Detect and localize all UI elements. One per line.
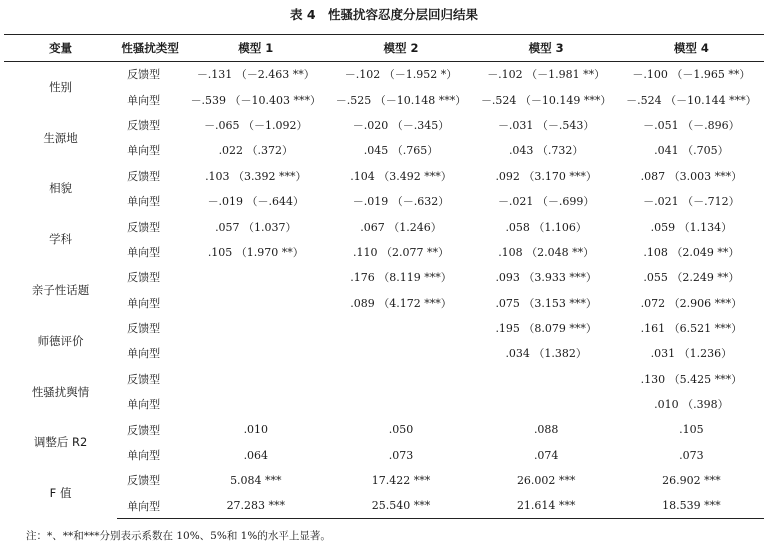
harassment-type-cell: 反馈型 [127, 68, 161, 82]
variable-name-cell: 学科 [49, 232, 73, 247]
model-1-value-cell: 27.283 *** [183, 493, 328, 518]
model-4-value-cell: －.051 （－.896） [643, 118, 740, 132]
table-row [4, 163, 764, 188]
harassment-type-cell: 单向型 [117, 493, 183, 518]
model-4-value-cell: －.524 （－10.144 ***） [626, 93, 757, 107]
model-2-value-cell: －.019 （－.632） [352, 195, 450, 209]
model-3-value-cell: －.031 （－.543） [497, 118, 595, 132]
harassment-type-cell: 反馈型 [127, 220, 161, 234]
table-row [4, 341, 764, 366]
model-4-value-cell: .072 （2.906 ***） [640, 296, 743, 310]
table-row [4, 392, 764, 417]
header-harassment-type: 性骚扰类型 [117, 35, 183, 62]
table-header-row [4, 35, 764, 62]
model-2-value-cell: －.020 （－.345） [352, 118, 450, 132]
model-2-value-cell: .050 [388, 423, 414, 437]
table-row [4, 290, 764, 315]
harassment-type-cell: 反馈型 [127, 423, 161, 437]
table-row [4, 188, 764, 213]
table-row [4, 87, 764, 112]
model-3-value-cell: .195 （8.079 ***） [495, 322, 597, 336]
model-3-value-cell: .075 （3.153 ***） [495, 296, 597, 310]
model-4-value-cell: .161 （6.521 ***） [640, 322, 743, 336]
model-1-value-cell: －.065 （－1.092） [204, 118, 308, 132]
harassment-type-cell: 反馈型 [127, 474, 161, 488]
model-2-value-cell: .176 （8.119 ***） [350, 271, 452, 285]
variable-name-cell: 性骚扰舆情 [31, 384, 90, 399]
model-3-value-cell: .058 （1.106） [505, 220, 587, 234]
variable-name-cell: 相貌 [49, 181, 73, 196]
variable-name-cell: 师德评价 [37, 333, 84, 348]
harassment-type-cell: 单向型 [127, 296, 161, 310]
harassment-type-cell: 反馈型 [127, 322, 161, 336]
model-4-value-cell: 18.539 *** [619, 493, 764, 518]
variable-name-cell: 生源地 [43, 130, 78, 145]
variable-name-cell: 亲子性话题 [31, 283, 90, 298]
model-3-value-cell: .074 [533, 448, 559, 462]
model-3-value-cell [474, 392, 619, 417]
header-model-2: 模型 2 [328, 35, 473, 62]
model-3-value-cell: 26.002 *** [516, 473, 576, 487]
model-2-value-cell: 17.422 *** [371, 473, 431, 487]
model-4-value-cell: .108 （2.049 **） [643, 245, 740, 259]
harassment-type-cell: 单向型 [127, 195, 161, 209]
model-2-value-cell [328, 366, 473, 391]
model-4-value-cell: .105 [679, 423, 704, 437]
model-3-value-cell: .034 （1.382） [505, 347, 587, 361]
table-row [4, 214, 764, 239]
variable-name-cell: 性别 [49, 80, 73, 95]
table-row [4, 138, 764, 163]
variable-name-cell: 调整后 R2 [33, 435, 88, 450]
model-3-value-cell: .043 （.732） [508, 144, 584, 158]
harassment-type-cell: 反馈型 [127, 372, 161, 386]
harassment-type-cell: 单向型 [127, 398, 161, 412]
table-row [4, 265, 764, 290]
model-2-value-cell: .045 （.765） [363, 144, 439, 158]
table-footnote: 注：*、**和***分别表示系数在 10%、5%和 1%的水平上显著。 [26, 530, 331, 542]
model-2-value-cell: .110 （2.077 **） [353, 245, 449, 259]
model-1-value-cell: －.539 （－10.403 ***） [190, 93, 322, 107]
model-3-value-cell: .088 [533, 423, 559, 437]
harassment-type-cell: 单向型 [127, 144, 161, 158]
header-variable: 变量 [4, 35, 117, 62]
harassment-type-cell: 单向型 [127, 245, 161, 259]
model-2-value-cell: .104 （3.492 ***） [350, 169, 452, 183]
model-3-value-cell: －.021 （－.699） [497, 195, 595, 209]
model-1-value-cell: －.131 （－2.463 **） [196, 68, 315, 82]
table-row [4, 366, 764, 391]
model-3-value-cell: .093 （3.933 ***） [495, 271, 597, 285]
table-row [4, 493, 764, 518]
model-2-value-cell [328, 392, 473, 417]
table-row [4, 112, 764, 137]
table-row [4, 442, 764, 467]
model-4-value-cell: .130 （5.425 ***） [640, 372, 743, 386]
model-2-value-cell: .089 （4.172 ***） [350, 296, 452, 310]
model-4-value-cell: 26.902 *** [662, 473, 721, 487]
harassment-type-cell: 单向型 [127, 93, 161, 107]
table-row [4, 468, 764, 493]
header-model-3: 模型 3 [474, 35, 619, 62]
model-3-value-cell: －.524 （－10.149 ***） [480, 93, 612, 107]
model-4-value-cell: .073 [679, 448, 704, 462]
model-1-value-cell: .105 （1.970 **） [207, 245, 304, 259]
harassment-type-cell: 反馈型 [127, 271, 161, 285]
model-3-value-cell [474, 366, 619, 391]
model-2-value-cell [328, 315, 473, 340]
model-1-value-cell: .010 [243, 423, 269, 437]
model-1-value-cell: .057 （1.037） [215, 220, 297, 234]
harassment-type-cell: 反馈型 [127, 118, 161, 132]
model-1-value-cell [183, 341, 328, 366]
variable-name-cell: F 值 [49, 486, 72, 501]
model-1-value-cell: .064 [243, 448, 269, 462]
table-caption: 表 4 性骚扰容忍度分层回归结果 [289, 7, 479, 22]
model-1-value-cell [183, 366, 328, 391]
table-row [4, 315, 764, 340]
model-3-value-cell: 21.614 *** [474, 493, 619, 518]
model-1-value-cell [183, 290, 328, 315]
model-4-value-cell: .059 （1.134） [650, 220, 733, 234]
model-3-value-cell: －.102 （－1.981 **） [487, 68, 606, 82]
harassment-type-cell: 单向型 [127, 347, 161, 361]
table-body [4, 62, 764, 519]
page [0, 4, 768, 554]
model-2-value-cell [328, 341, 473, 366]
model-4-value-cell: .010 （.398） [654, 398, 729, 412]
model-1-value-cell: 5.084 *** [230, 473, 282, 487]
harassment-type-cell: 单向型 [127, 449, 161, 463]
model-1-value-cell: .103 （3.392 ***） [205, 169, 307, 183]
model-4-value-cell: .055 （2.249 **） [643, 271, 740, 285]
table-row [4, 239, 764, 264]
model-1-value-cell [183, 392, 328, 417]
model-2-value-cell: －.102 （－1.952 *） [344, 68, 458, 82]
regression-table [4, 34, 764, 519]
table-row [4, 417, 764, 442]
model-2-value-cell: －.525 （－10.148 ***） [335, 93, 467, 107]
model-2-value-cell: 25.540 *** [328, 493, 473, 518]
model-4-value-cell: .031 （1.236） [650, 347, 733, 361]
harassment-type-cell: 反馈型 [127, 169, 161, 183]
model-2-value-cell: .067 （1.246） [360, 220, 442, 234]
table-row [4, 62, 764, 87]
model-4-value-cell: －.100 （－1.965 **） [632, 68, 751, 82]
model-3-value-cell: .108 （2.048 **） [498, 245, 595, 259]
model-1-value-cell [183, 315, 328, 340]
model-4-value-cell: －.021 （－.712） [643, 195, 740, 209]
model-1-value-cell: .022 （.372） [218, 144, 294, 158]
model-3-value-cell: .092 （3.170 ***） [495, 169, 597, 183]
model-2-value-cell: .073 [388, 448, 414, 462]
header-model-1: 模型 1 [183, 35, 328, 62]
model-4-value-cell: .087 （3.003 ***） [640, 169, 743, 183]
model-1-value-cell [183, 265, 328, 290]
model-1-value-cell: －.019 （－.644） [207, 195, 305, 209]
header-model-4: 模型 4 [619, 35, 764, 62]
model-4-value-cell: .041 （.705） [654, 144, 729, 158]
